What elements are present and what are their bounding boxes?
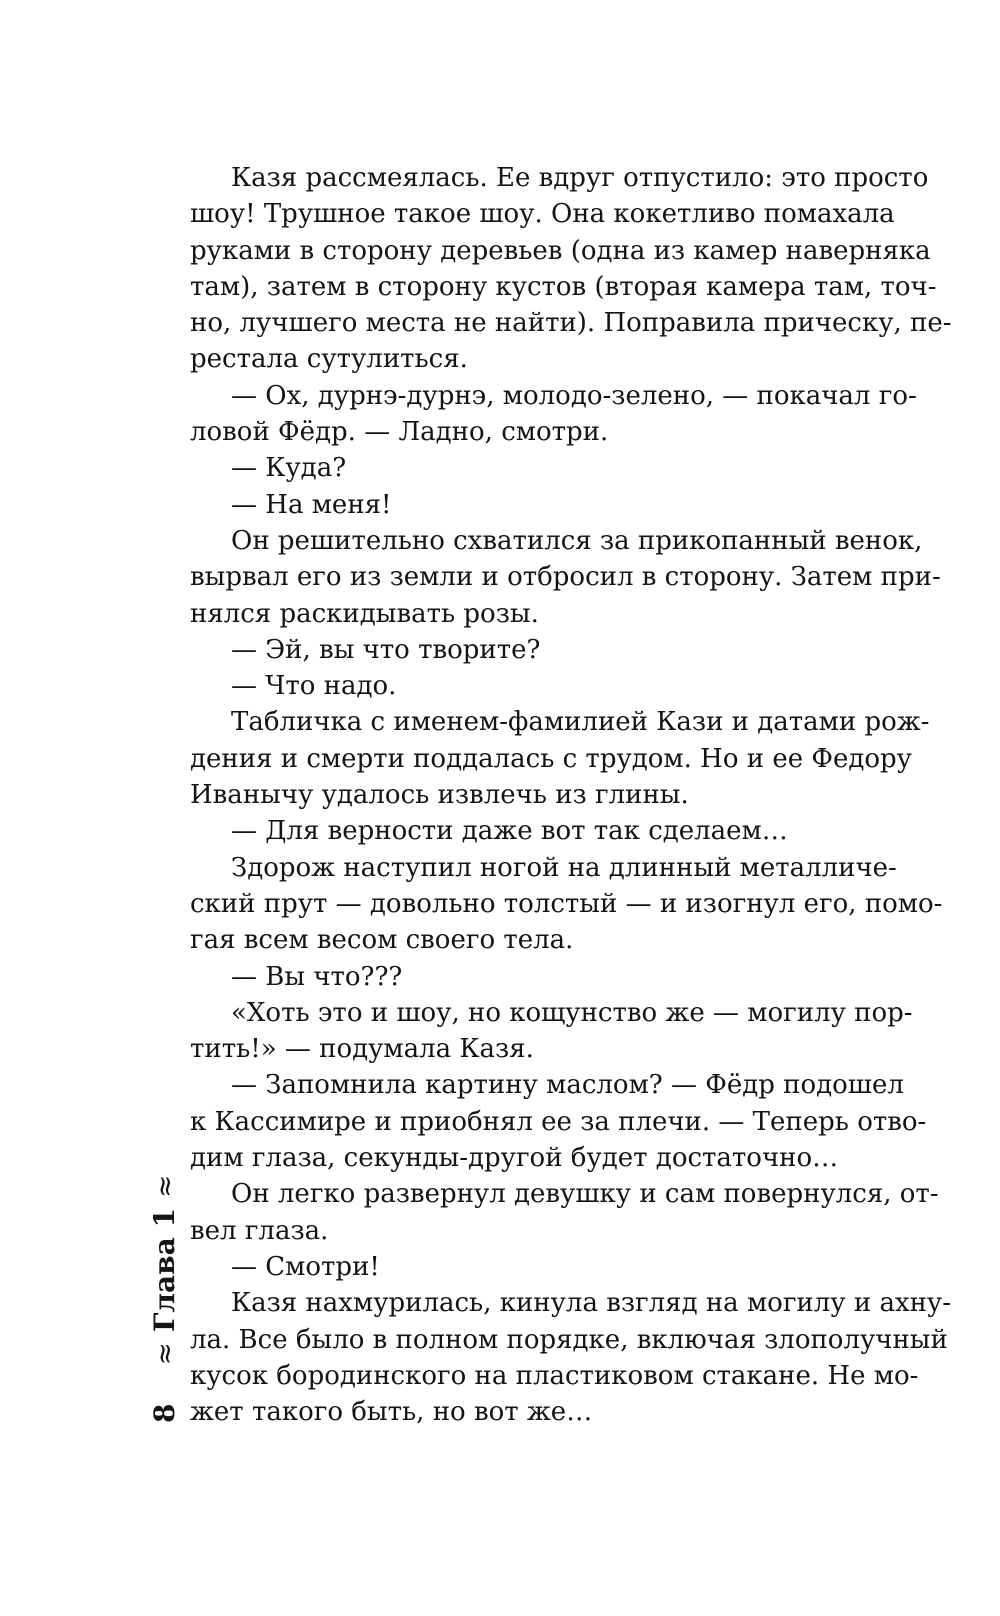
text-line: — Куда? [231, 453, 347, 484]
text-line: Он решительно схватился за прикопанный венок, [231, 525, 923, 556]
text-line: — Ох, дурнэ-дурнэ, молодо-зелено, — покачал го- [231, 380, 917, 411]
text-line: — Вы что??? [231, 961, 403, 992]
page-number: 8 [148, 1403, 181, 1423]
text-line: руками в сторону деревьев (одна из камер наверняка [190, 235, 931, 266]
text-line: к Кассимире и приобнял ее за плечи. — Теперь отво- [190, 1106, 927, 1137]
text-line: там), затем в сторону кустов (вторая камера там, точ- [190, 271, 937, 302]
text-line: гая всем весом своего тела. [190, 925, 574, 956]
text-line: Табличка с именем-фамилией Кази и датами рож- [231, 707, 930, 738]
text-line: шоу! Трушное такое шоу. Она кокетливо помахала [190, 199, 895, 230]
running-head [148, 1165, 181, 1423]
body-text [190, 160, 952, 1430]
text-line: вырвал его из земли и отбросил в сторону. Затем при- [190, 562, 941, 593]
text-line: — Эй, вы что творите? [231, 634, 541, 665]
text-line: дим глаза, секунды-другой будет достаточно… [190, 1143, 839, 1174]
text-line: — Смотри! [231, 1251, 380, 1282]
ornament-icon: ≈ [148, 1342, 181, 1366]
text-line: ловой Фёдр. — Ладно, смотри. [190, 417, 609, 448]
text-line: Казя рассмеялась. Ее вдруг отпустило: это просто [231, 163, 929, 193]
text-line: — Для верности даже вот так сделаем… [231, 816, 788, 847]
text-line: — На меня! [231, 489, 392, 520]
ornament-icon: ≈ [148, 1174, 181, 1198]
text-line: кусок бородинского на пластиковом стакане. Не мо- [190, 1360, 919, 1391]
text-line: Иванычу удалось извлечь из глины. [190, 780, 689, 811]
text-line: — Что надо. [231, 671, 397, 702]
text-line: Здорож наступил ногой на длинный металличе- [231, 852, 897, 883]
text-line: Казя нахмурилась, кинула взгляд на могилу и ахну- [231, 1288, 952, 1319]
text-line: — Запомнила картину маслом? — Фёдр подошел [231, 1070, 904, 1101]
text-line: нялся раскидывать розы. [190, 598, 539, 629]
text-line: жет такого быть, но вот же… [190, 1397, 593, 1428]
text-line: рестала сутулиться. [190, 344, 468, 375]
text-line: тить!» — подумала Казя. [190, 1034, 534, 1065]
text-line: но, лучшего места не найти). Поправила прическу, пе- [190, 308, 952, 339]
chapter-title: Глава 1 [148, 1208, 181, 1333]
text-line: дения и смерти поддалась с трудом. Но и ее Федору [190, 743, 912, 774]
text-line: вел глаза. [190, 1215, 329, 1246]
text-line: «Хоть это и шоу, но кощунство же — могилу пор- [231, 997, 913, 1028]
text-line: ла. Все было в полном порядке, включая злополучный [190, 1324, 948, 1355]
text-line: Он легко развернул девушку и сам повернулся, от- [231, 1179, 939, 1210]
text-line: ский прут — довольно толстый — и изогнул его, помо- [190, 888, 943, 919]
